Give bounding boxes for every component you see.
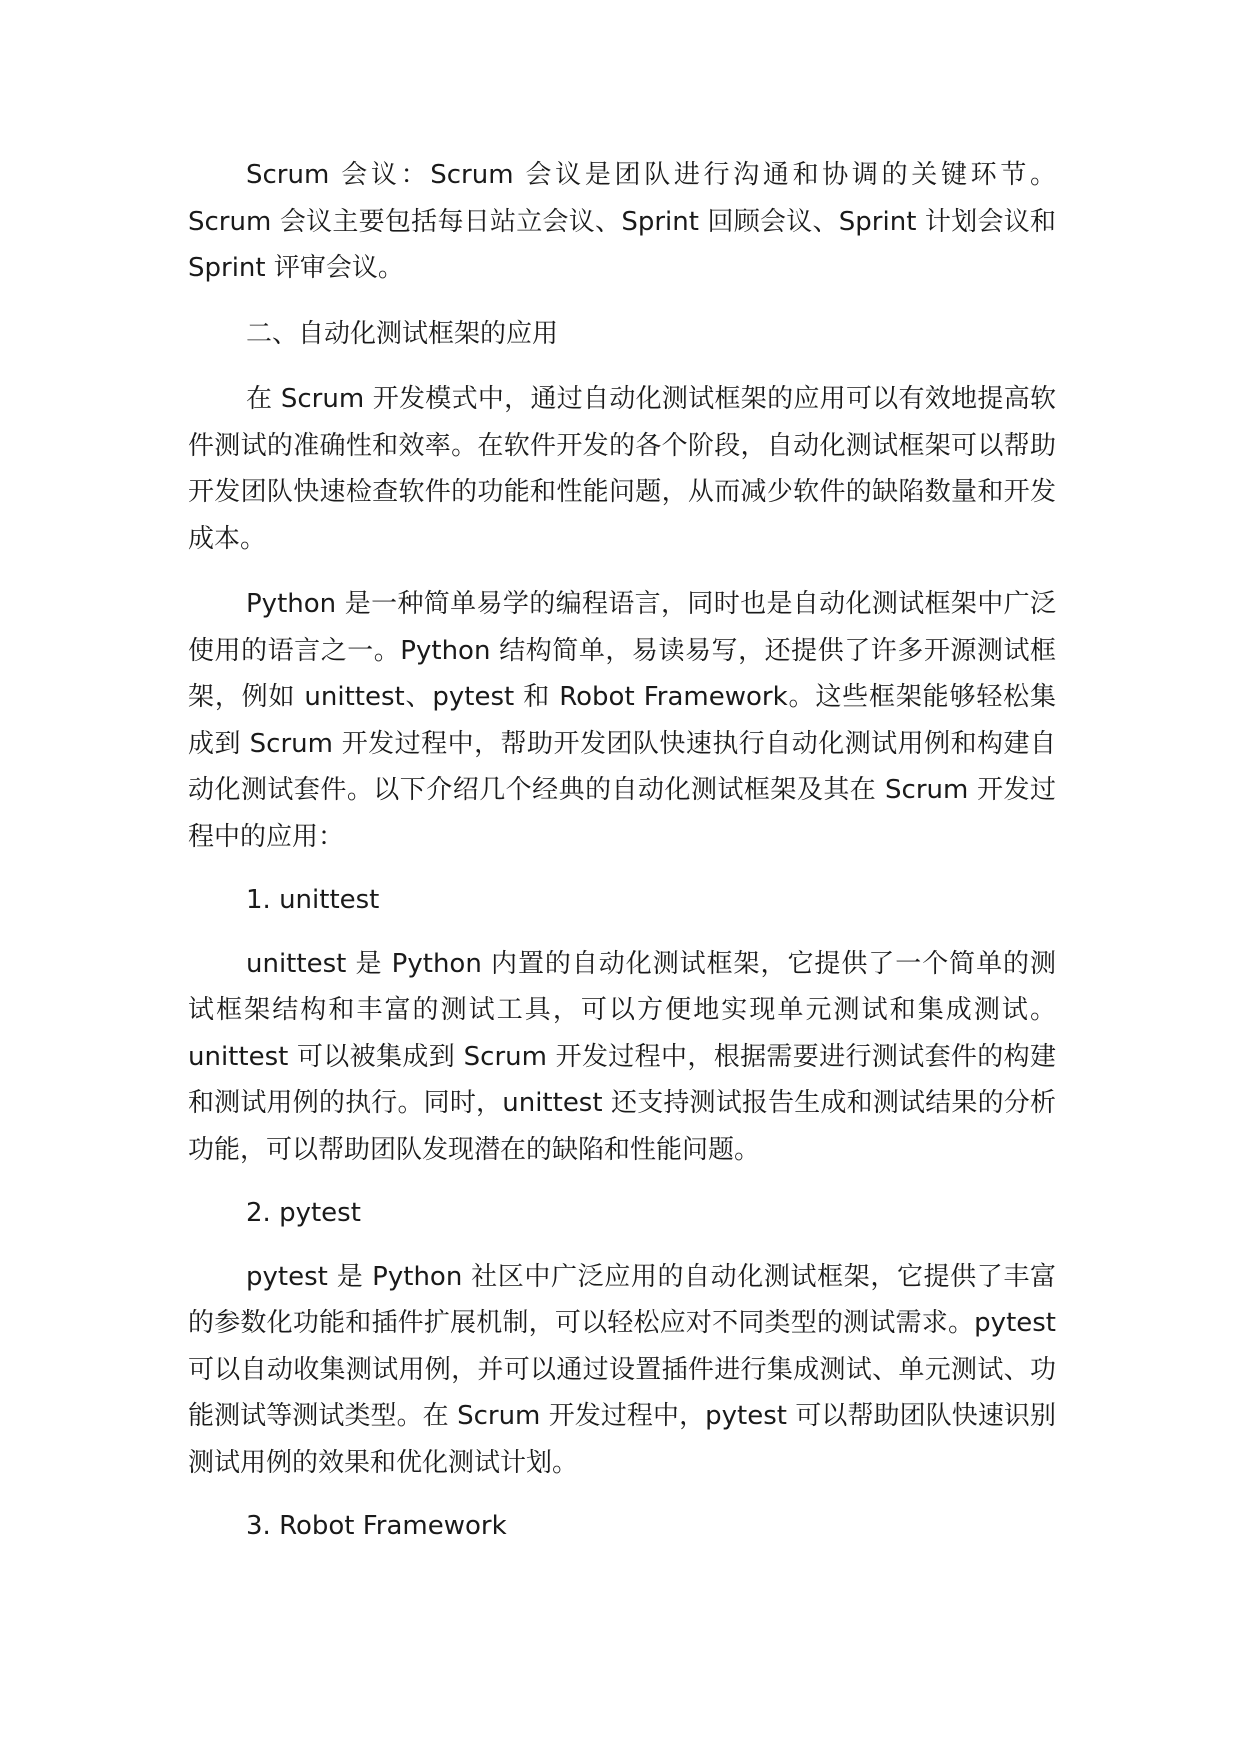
paragraph-python: Python 是一种简单易学的编程语言，同时也是自动化测试框架中广泛使用的语言之一。Python 结构简单，易读易写，还提供了许多开源测试框架，例如 unittest、pytest 和 Robot Framework。这些框架能够轻松集成到 Scrum 开发过程中，帮助开发团队快速执行自动化测试用例和构建自动化测试套件。以下介绍几个经典的自动化测试框架及其在 Scrum 开发过程中的应用： <box>188 589 1056 852</box>
heading-pytest: 2. pytest <box>246 1198 361 1228</box>
paragraph-intro: 在 Scrum 开发模式中，通过自动化测试框架的应用可以有效地提高软件测试的准确性和效率。在软件开发的各个阶段，自动化测试框架可以帮助开发团队快速检查软件的功能和性能问题，从而减少软件的缺陷数量和开发成本。 <box>188 384 1056 554</box>
paragraph-scrum-meetings: Scrum 会议：Scrum 会议是团队进行沟通和协调的关键环节。Scrum 会议主要包括每日站立会议、Sprint 回顾会议、Sprint 计划会议和 Sprint 评审会议。 <box>188 160 1056 283</box>
paragraph-pytest: pytest 是 Python 社区中广泛应用的自动化测试框架，它提供了丰富的参数化功能和插件扩展机制，可以轻松应对不同类型的测试需求。pytest 可以自动收集测试用例，并可以通过设置插件进行集成测试、单元测试、功能测试等测试类型。在 Scrum 开发过程中，pytest 可以帮助团队快速识别测试用例的效果和优化测试计划。 <box>188 1261 1056 1478</box>
document-body <box>188 152 1056 1550</box>
section-heading: 二、自动化测试框架的应用 <box>246 318 559 349</box>
paragraph-unittest: unittest 是 Python 内置的自动化测试框架，它提供了一个简单的测试框架结构和丰富的测试工具，可以方便地实现单元测试和集成测试。unittest 可以被集成到 Scrum 开发过程中，根据需要进行测试套件的构建和测试用例的执行。同时，unittest 还支持测试报告生成和测试结果的分析功能，可以帮助团队发现潜在的缺陷和性能问题。 <box>188 948 1056 1165</box>
heading-robot-framework: 3. Robot Framework <box>246 1511 507 1541</box>
heading-unittest: 1. unittest <box>246 885 380 915</box>
